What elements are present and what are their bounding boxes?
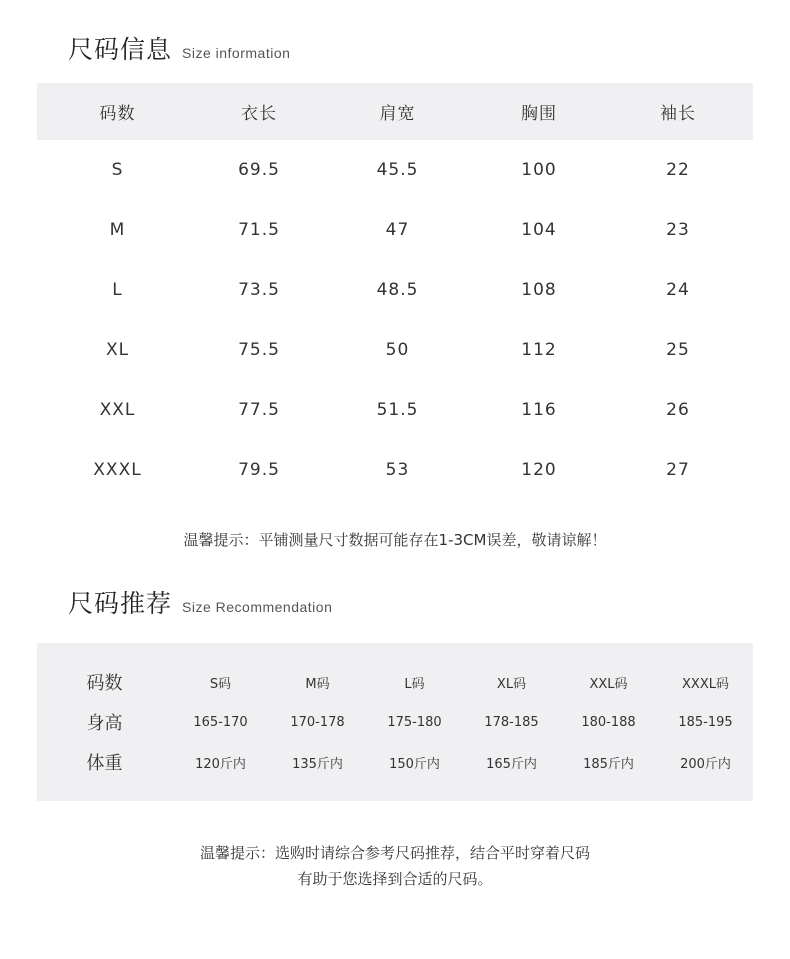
table-row	[37, 260, 753, 320]
rec-cell: 170-178	[290, 714, 345, 730]
header-chest: 胸围	[521, 104, 557, 124]
cell-chest: 100	[521, 160, 557, 180]
cell-shoulder: 50	[385, 340, 410, 360]
cell-shoulder: 47	[385, 220, 410, 240]
rec-cell: S码	[209, 676, 232, 692]
rec-cell: L码	[404, 676, 425, 692]
rec-cell: 175-180	[387, 714, 442, 730]
recommendation-title-zh: 尺码推荐	[68, 589, 173, 618]
cell-chest: 120	[521, 460, 557, 480]
cell-length: 75.5	[238, 340, 280, 360]
table-row	[37, 380, 753, 440]
rec-cell: 120斤内	[195, 756, 246, 772]
header-sleeve: 袖长	[660, 104, 696, 124]
cell-sleeve: 26	[666, 400, 690, 420]
cell-size: L	[112, 280, 123, 300]
cell-size: XL	[105, 340, 130, 360]
cell-sleeve: 24	[666, 280, 690, 300]
cell-sleeve: 22	[666, 160, 690, 180]
table-row	[37, 140, 753, 200]
rec-cell: 185斤内	[583, 756, 634, 772]
cell-shoulder: 53	[385, 460, 410, 480]
cell-sleeve: 25	[666, 340, 690, 360]
table-row	[37, 440, 753, 500]
row-label: 身高	[86, 713, 123, 734]
cell-size: S	[111, 160, 124, 180]
cell-chest: 112	[521, 340, 557, 360]
rec-cell: XL码	[496, 676, 527, 692]
header-shoulder: 肩宽	[379, 104, 416, 124]
recommendation-title	[68, 584, 332, 620]
cell-length: 73.5	[238, 280, 280, 300]
rec-cell: 135斤内	[292, 756, 343, 772]
header-size: 码数	[99, 104, 136, 124]
row-label: 码数	[86, 673, 123, 694]
cell-size: XXL	[99, 400, 136, 420]
size-info-title-en: Size information	[182, 45, 291, 61]
rec-cell: 185-195	[678, 714, 733, 730]
rec-cell: XXL码	[589, 676, 628, 692]
recommendation-title-en: Size Recommendation	[182, 599, 333, 615]
recommendation-note-line1: 温馨提示：选购时请综合参考尺码推荐，结合平时穿着尺码	[199, 844, 590, 862]
rec-cell: 165斤内	[486, 756, 537, 772]
cell-length: 77.5	[238, 400, 280, 420]
recommendation-note	[0, 840, 790, 892]
measurement-note: 温馨提示：平铺测量尺寸数据可能存在1-3CM误差，敬请谅解！	[183, 531, 607, 549]
rec-cell: XXXL码	[682, 676, 729, 692]
header-length: 衣长	[241, 104, 277, 124]
cell-sleeve: 27	[666, 460, 690, 480]
recommendation-note-line2: 有助于您选择到合适的尺码。	[297, 870, 493, 888]
rec-cell: M码	[305, 676, 330, 692]
cell-size: XXXL	[93, 460, 142, 480]
size-info-table	[37, 83, 753, 500]
cell-size: M	[109, 220, 126, 240]
cell-shoulder: 51.5	[376, 400, 419, 420]
recommendation-row-weight	[37, 747, 753, 777]
size-info-title	[68, 30, 290, 66]
recommendation-row-size	[37, 667, 753, 697]
rec-cell: 178-185	[484, 714, 539, 730]
rec-cell: 165-170	[193, 714, 248, 730]
cell-length: 69.5	[238, 160, 280, 180]
recommendation-row-height	[37, 707, 753, 737]
rec-cell: 200斤内	[680, 756, 731, 772]
recommendation-table	[37, 643, 753, 801]
rec-cell: 180-188	[581, 714, 636, 730]
cell-chest: 108	[521, 280, 557, 300]
table-row	[37, 320, 753, 380]
cell-shoulder: 48.5	[376, 280, 419, 300]
cell-chest: 116	[521, 400, 557, 420]
cell-length: 71.5	[238, 220, 280, 240]
table-row	[37, 200, 753, 260]
size-info-header-row	[37, 83, 753, 140]
cell-shoulder: 45.5	[376, 160, 419, 180]
rec-cell: 150斤内	[389, 756, 440, 772]
cell-length: 79.5	[238, 460, 280, 480]
cell-chest: 104	[521, 220, 557, 240]
row-label: 体重	[86, 753, 123, 774]
size-info-title-zh: 尺码信息	[68, 35, 173, 64]
cell-sleeve: 23	[666, 220, 690, 240]
